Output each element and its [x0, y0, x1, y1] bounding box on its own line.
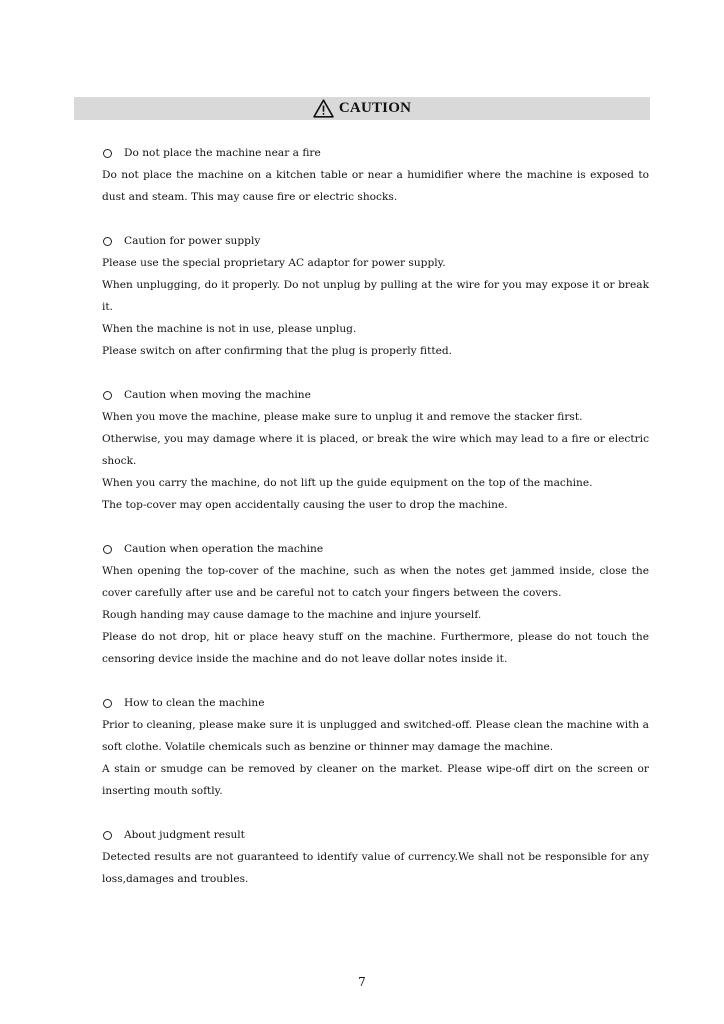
paragraph: Otherwise, you may damage where it is placed, or break the wire which may lead to a fire or electric shock. [102, 433, 649, 467]
paragraph: When the machine is not in use, please unplug. [102, 323, 357, 335]
section-moving [102, 384, 649, 516]
section-heading [102, 692, 649, 714]
section-operation [102, 538, 649, 670]
circle-bullet-icon [103, 149, 112, 158]
section-heading-text: Do not place the machine near a fire [124, 147, 321, 159]
paragraph: When you move the machine, please make sure to unplug it and remove the stacker first. [102, 411, 583, 423]
paragraph: A stain or smudge can be removed by cleaner on the market. Please wipe-off dirt on the screen or inserting mouth softly. [102, 763, 649, 797]
section-heading [102, 142, 649, 164]
section-heading [102, 538, 649, 560]
paragraph: When unplugging, do it properly. Do not unplug by pulling at the wire for you may expose it or break it. [102, 279, 649, 313]
paragraph: When you carry the machine, do not lift up the guide equipment on the top of the machine. [102, 477, 593, 489]
circle-bullet-icon [103, 391, 112, 400]
caution-content [102, 142, 649, 912]
paragraph: Do not place the machine on a kitchen table or near a humidifier where the machine is exposed to dust and steam. This may cause fire or electric shocks. [102, 169, 649, 203]
paragraph: Detected results are not guaranteed to identify value of currency.We shall not be responsible for any loss,damages and troubles. [102, 851, 649, 885]
caution-title: CAUTION [338, 100, 412, 116]
paragraph: Prior to cleaning, please make sure it is unplugged and switched-off. Please clean the machine with a soft clothe. Volatile chemicals such as benzine or thinner may damage the machine. [102, 719, 649, 753]
section-heading-text: About judgment result [124, 829, 245, 841]
paragraph: When opening the top-cover of the machine, such as when the notes get jammed inside, close the cover carefully after use and be careful not to catch your fingers between the covers. [102, 565, 649, 599]
circle-bullet-icon [103, 831, 112, 840]
circle-bullet-icon [103, 237, 112, 246]
paragraph: Please switch on after confirming that the plug is properly fitted. [102, 345, 453, 357]
warning-triangle-icon [313, 99, 334, 118]
section-heading-text: Caution when moving the machine [124, 389, 311, 401]
section-power-supply [102, 230, 649, 362]
paragraph: Please do not drop, hit or place heavy stuff on the machine. Furthermore, please do not touch the censoring device inside the machine and do not leave dollar notes inside it. [102, 631, 649, 665]
circle-bullet-icon [103, 699, 112, 708]
section-fire [102, 142, 649, 208]
caution-header [74, 97, 650, 120]
paragraph: Please use the special proprietary AC adaptor for power supply. [102, 257, 446, 269]
section-heading-text: Caution for power supply [124, 235, 261, 247]
section-heading [102, 384, 649, 406]
paragraph: The top-cover may open accidentally causing the user to drop the machine. [102, 499, 508, 511]
paragraph: Rough handing may cause damage to the machine and injure yourself. [102, 609, 482, 621]
section-heading-text: Caution when operation the machine [124, 543, 324, 555]
page-number: 7 [358, 975, 366, 989]
section-judgment [102, 824, 649, 890]
section-heading-text: How to clean the machine [124, 697, 265, 709]
section-cleaning [102, 692, 649, 802]
circle-bullet-icon [103, 545, 112, 554]
section-heading [102, 824, 649, 846]
section-heading [102, 230, 649, 252]
